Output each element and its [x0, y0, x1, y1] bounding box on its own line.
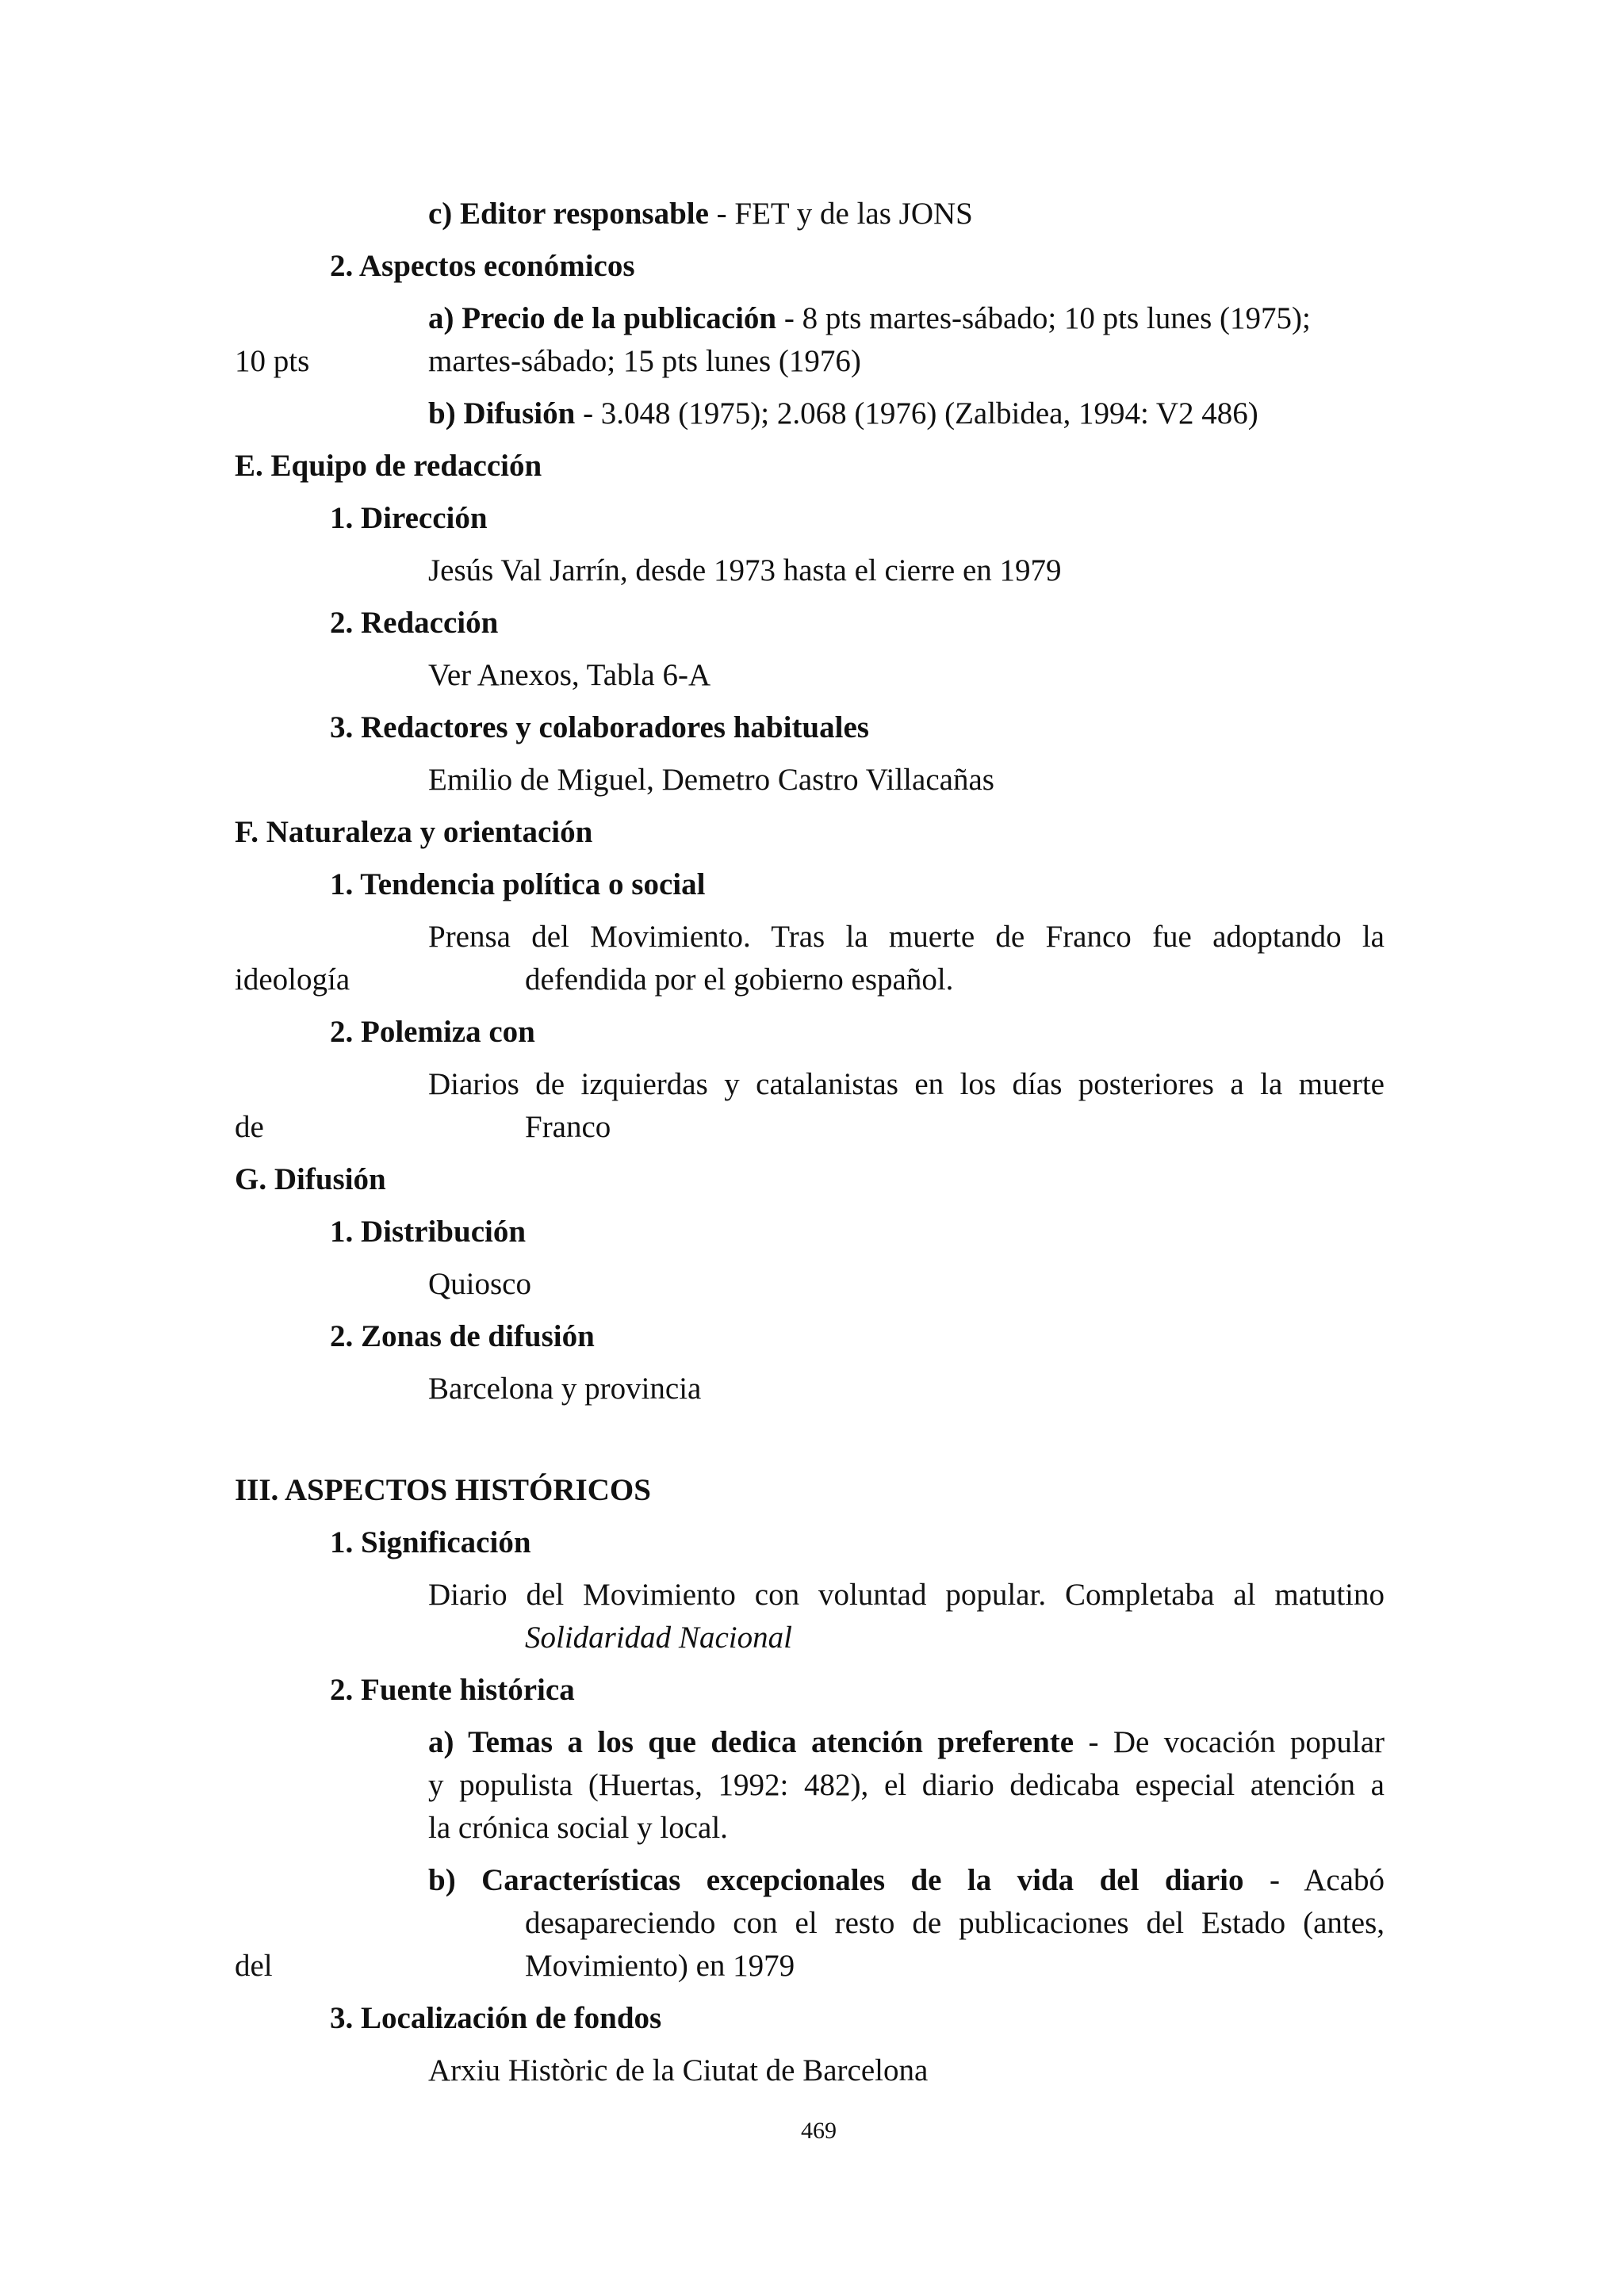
- heading-distribucion: 1. Distribución: [330, 1215, 527, 1249]
- heading-significacion: 1. Significación: [330, 1525, 531, 1559]
- redaccion-text: Ver Anexos, Tabla 6-A: [428, 658, 711, 692]
- heading-zonas: 2. Zonas de difusión: [330, 1319, 595, 1353]
- section-f-heading: F. Naturaleza y orientación: [235, 815, 593, 849]
- localizacion-text: Arxiu Històric de la Ciutat de Barcelona: [428, 2053, 929, 2087]
- caracteristicas-line-lead: del: [235, 1949, 273, 1983]
- redactores-text: Emilio de Miguel, Demetro Castro Villacañas: [428, 763, 994, 797]
- heading-direccion: 1. Dirección: [330, 501, 488, 535]
- heading-polemiza: 2. Polemiza con: [330, 1015, 535, 1049]
- difusion-line: b) Difusión - 3.048 (1975); 2.068 (1976) (Zalbidea, 1994: V2 486): [428, 396, 1258, 430]
- significacion-text-2: Solidaridad Nacional: [525, 1621, 792, 1655]
- section-g-heading: G. Difusión: [235, 1162, 386, 1196]
- heading-redactores: 3. Redactores y colaboradores habituales: [330, 710, 869, 744]
- heading-tendencia: 1. Tendencia política o social: [330, 867, 706, 901]
- heading-fuente-historica: 2. Fuente histórica: [330, 1673, 575, 1707]
- direccion-text: Jesús Val Jarrín, desde 1973 hasta el cierre en 1979: [428, 553, 1062, 587]
- caracteristicas-line-2: desapareciendo con el resto de publicaciones del Estado (antes,: [525, 1906, 1385, 1940]
- heading-redaccion: 2. Redacción: [330, 606, 499, 640]
- temas-line-3: la crónica social y local.: [428, 1811, 728, 1845]
- tendencia-text-lead: ideología: [235, 962, 350, 997]
- section-e-heading: E. Equipo de redacción: [235, 449, 542, 483]
- editor-responsable-line: c) Editor responsable - FET y de las JONS: [428, 197, 973, 231]
- polemiza-text-lead: de: [235, 1110, 264, 1144]
- section-iii-heading: III. ASPECTOS HISTÓRICOS: [235, 1473, 651, 1507]
- precio-line: a) Precio de la publicación - 8 pts martes-sábado; 10 pts lunes (1975);: [428, 301, 1311, 335]
- polemiza-text-2: Franco: [525, 1110, 611, 1144]
- page-number: 469: [801, 2118, 837, 2144]
- heading-aspectos-economicos: 2. Aspectos económicos: [330, 249, 635, 283]
- tendencia-text-2: defendida por el gobierno español.: [525, 962, 954, 997]
- zonas-text: Barcelona y provincia: [428, 1372, 702, 1406]
- precio-line-lead: 10 pts: [235, 344, 310, 378]
- temas-line-1: a) Temas a los que dedica atención preferente - De vocación popular: [428, 1725, 1385, 1759]
- precio-line-continuation: martes-sábado; 15 pts lunes (1976): [428, 344, 861, 378]
- temas-line-2: y populista (Huertas, 1992: 482), el diario dedicaba especial atención a: [428, 1768, 1385, 1802]
- significacion-text-1: Diario del Movimiento con voluntad popular. Completaba al matutino: [428, 1578, 1385, 1612]
- polemiza-text-1: Diarios de izquierdas y catalanistas en los días posteriores a la muerte: [428, 1067, 1385, 1101]
- caracteristicas-line-1: b) Características excepcionales de la vida del diario - Acabó: [428, 1863, 1385, 1897]
- heading-localizacion: 3. Localización de fondos: [330, 2001, 662, 2035]
- tendencia-text-1: Prensa del Movimiento. Tras la muerte de Franco fue adoptando la: [428, 920, 1385, 954]
- caracteristicas-line-3: Movimiento) en 1979: [525, 1949, 795, 1983]
- distribucion-text: Quiosco: [428, 1267, 531, 1301]
